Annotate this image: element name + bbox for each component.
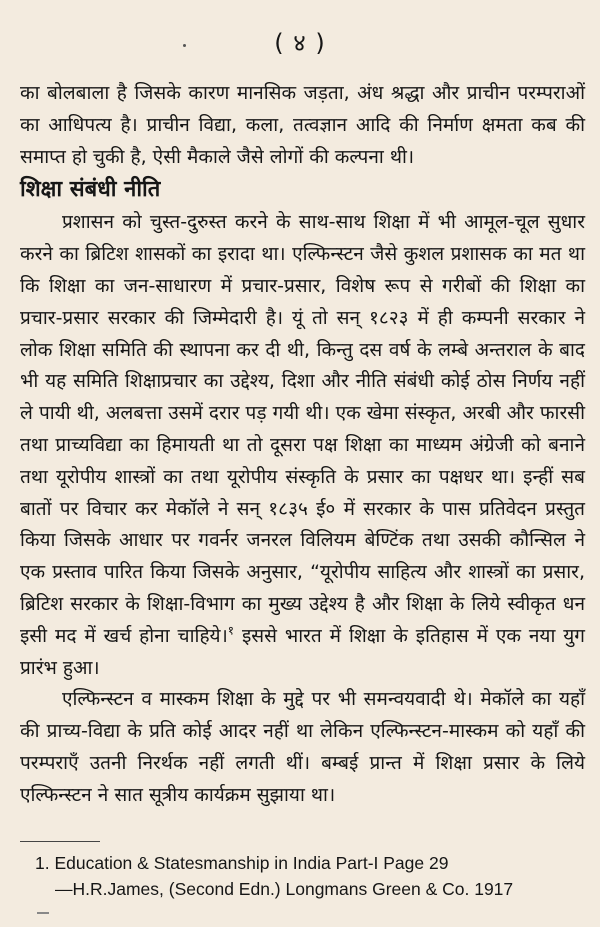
paragraph-education-policy-text: प्रशासन को चुस्त-दुरुस्त करने के साथ-साथ शिक्षा में भी आमूल-चूल सुधार करने का ब्रिटिश शासकों का इरादा था। एल्फिन्स्टन जैसे कुशल प्रशासक का मत था कि शिक्षा का जन-साधारण में प्रचार-प्रसार, विशेष रूप से गरीबों की शिक्षा का प्रचार-प्रसार सरकार की जिम्मेदारी है। यूं तो सन् १८२३ में ही कम्पनी सरकार ने लोक शिक्षा समिति की स्थापना कर दी थी, किन्तु दस वर्ष के लम्बे अन्तराल के बाद भी यह समिति शिक्षाप्रचार का उद्देश्य, दिशा और नीति संबंधी कोई ठोस निर्णय नहीं ले पायी थी, अलबत्ता उसमें दरार पड़ गयी थी। एक खेमा संस्कृत, अरबी और फारसी तथा प्राच्यविद्या का हिमायती था तो दूसरा पक्ष शिक्षा का माध्यम अंग्रेजी को बनाने तथा यूरोपीय शास्त्रों का तथा यूरोपीय संस्कृति के प्रसार का पक्षधर था। इन्हीं सब बातों पर विचार कर मेकॉले ने सन् १८३५ ई० में सरकार के पास प्रतिवेदन प्रस्तुत किया जिसके आधार पर गवर्नर जनरल विलियम बेण्टिंक तथा उसकी कौन्सिल ने एक प्रस्ताव पारित किया जिसके अनुसार, “यूरोपीय साहित्य और शास्त्रों का प्रसार, ब्रिटिश सरकार के शिक्षा-विभाग का मुख्य उद्देश्य है और शिक्षा के लिये स्वीकृत धन इसी मद में खर्च होना चाहिये। [20,211,585,647]
page-body [20,78,585,812]
intro-paragraph: का बोलबाला है जिसके कारण मानसिक जड़ता, अंध श्रद्धा और प्राचीन परम्पराओं का आधिपत्य है। प्राचीन विद्या, कला, तत्वज्ञान आदि की निर्माण क्षमता कब की समाप्त हो चुकी है, ऐसी मैकाले जैसे लोगों की कल्पना थी। [20,82,585,168]
footnote-divider [20,841,100,842]
paragraph-education-policy-tail: इससे भारत में शिक्षा के इतिहास में एक नया युग प्रारंभ हुआ। [20,624,586,679]
footnote-citation: 1. Education & Statesmanship in India Part-I Page 29 [35,853,449,873]
paragraph-elphinstone: एल्फिन्स्टन व मास्कम शिक्षा के मुद्दे पर भी समन्वयवादी थे। मेकॉले का यहाँ की प्राच्य-विद्या के प्रति कोई आदर नहीं था लेकिन एल्फिन्स्टन-मास्कम को यहाँ की परम्पराएँ उतनी निरर्थक नहीं लगती थीं। बम्बई प्रान्त में शिक्षा प्रसार के लिये एल्फिन्स्टन ने सात सूत्रीय कार्यक्रम सुझाया था। [20,688,585,806]
paragraph-education-policy [20,207,585,684]
footnote-publisher: —H.R.James, (Second Edn.) Longmans Green & Co. 1917 [55,879,514,899]
footnote [35,850,585,902]
footnote-reference-marker: १ [227,623,235,638]
page-number: ( ४ ) [274,29,326,57]
section-heading: शिक्षा संबंधी नीति [20,177,161,203]
ink-smudge [37,912,49,914]
